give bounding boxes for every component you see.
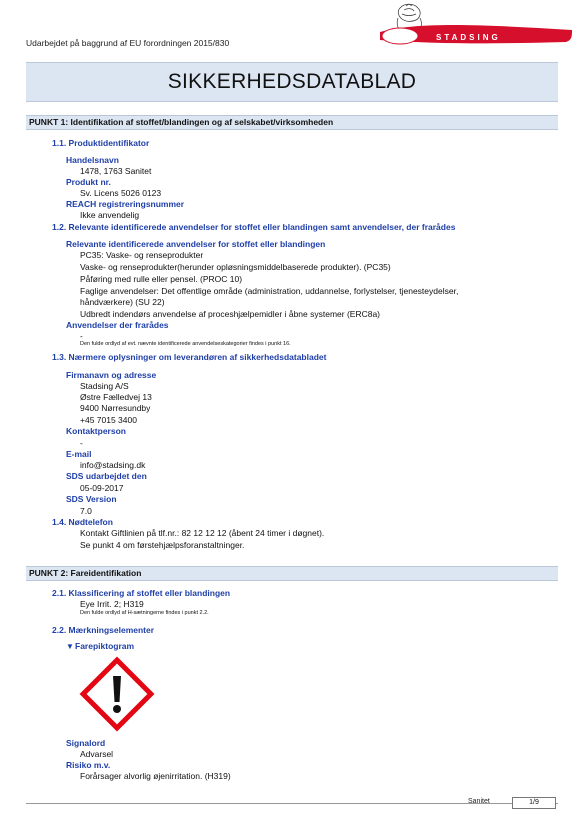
klassificering-note: Den fulde ordlyd af H-sætningerne findes i punkt 2.2. (80, 610, 209, 616)
use-line: Udbredt indendørs anvendelse af proceshjælpemidler i åbne systemer (ERC8a) (80, 309, 381, 319)
email-value[interactable]: info@stadsing.dk (80, 460, 146, 470)
exclamation-mark-hazard-icon (79, 656, 155, 732)
title-box (26, 62, 558, 102)
logo-text: STADSING (436, 33, 501, 42)
footer-page-number: 1/9 (512, 797, 556, 809)
produkt-value: Sv. Licens 5026 0123 (80, 188, 162, 198)
risiko-value: Forårsager alvorlig øjenirritation. (H319) (80, 771, 231, 781)
use-line: Faglige anvendelser: Det offentlige område (administration, uddannelse, forlystelser, tjenesteydelser, (80, 286, 459, 296)
fraraades-note: Den fulde ordlyd af evt. nævnte identificerede anvendelseskategorier findes i punkt 16. (80, 341, 291, 347)
kontakt-label: Kontaktperson (66, 426, 126, 436)
reach-value: Ikke anvendelig (80, 210, 140, 220)
footer-product-name: Sanitet (468, 798, 490, 805)
section-2-2-heading: 2.2. Mærkningselementer (52, 625, 155, 635)
firma-label: Firmanavn og adresse (66, 370, 157, 380)
nodtelefon-line: Se punkt 4 om førstehjælpsforanstaltninger. (80, 540, 245, 550)
produkt-label: Produkt nr. (66, 177, 111, 187)
punkt2-heading: PUNKT 2: Fareidentifikation (26, 566, 558, 581)
email-label: E-mail (66, 449, 92, 459)
use-line: Vaske- og renseprodukter(herunder opløsningsmiddelbaserede produkter). (PC35) (80, 262, 391, 272)
use-line: PC35: Vaske- og renseprodukter (80, 250, 204, 260)
firma-line: 9400 Nørresundby (80, 403, 151, 413)
section-1-3-heading: 1.3. Nærmere oplysninger om leverandøren af sikkerhedsdatabladet (52, 352, 327, 362)
farepiktogram-label: Farepiktogram (75, 641, 135, 651)
sds-date-label: SDS udarbejdet den (66, 471, 147, 481)
stadsing-logo (376, 2, 576, 46)
fraraades-value: - (80, 331, 83, 341)
fraraades-label: Anvendelser der frarådes (66, 320, 169, 330)
kontakt-value: - (80, 438, 83, 448)
nodtelefon-line: Kontakt Giftlinien på tlf.nr.: 82 12 12 12 (åbent 24 timer i døgnet). (80, 528, 325, 538)
klassificering-value: Eye Irrit. 2; H319 (80, 599, 144, 609)
section-1-4-heading: 1.4. Nødtelefon (52, 517, 113, 527)
relevant-uses-label: Relevante identificerede anvendelser for stoffet eller blandingen (66, 239, 326, 249)
section-1-2-heading: 1.2. Relevante identificerede anvendelser for stoffet eller blandingen samt anvendelser, der frarådes (52, 222, 456, 232)
header-note: Udarbejdet på baggrund af EU forordningen 2015/830 (26, 38, 230, 48)
firma-line: Østre Fælledvej 13 (80, 392, 152, 402)
sds-date-value: 05-09-2017 (80, 483, 124, 493)
section-2-1-heading: 2.1. Klassificering af stoffet eller blandingen (52, 588, 231, 598)
sds-version-label: SDS Version (66, 494, 117, 504)
use-line: håndværkere) (SU 22) (80, 297, 165, 307)
handelsnavn-value: 1478, 1763 Sanitet (80, 166, 152, 176)
firma-line: Stadsing A/S (80, 381, 129, 391)
section-1-1-heading: 1.1. Produktidentifikator (52, 138, 150, 148)
sds-version-value: 7.0 (80, 506, 92, 516)
reach-label: REACH registreringsnummer (66, 199, 185, 209)
risiko-label: Risiko m.v. (66, 760, 111, 770)
firma-line: +45 7015 3400 (80, 415, 137, 425)
handelsnavn-label: Handelsnavn (66, 155, 119, 165)
signalord-value: Advarsel (80, 749, 114, 759)
page-title: SIKKERHEDSDATABLAD (167, 70, 417, 93)
use-line: Påføring med rulle eller pensel. (PROC 10) (80, 274, 243, 284)
triangle-down-icon[interactable]: ▼ (66, 642, 74, 651)
punkt1-heading: PUNKT 1: Identifikation af stoffet/blandingen og af selskabet/virksomheden (26, 115, 558, 130)
signalord-label: Signalord (66, 738, 106, 748)
